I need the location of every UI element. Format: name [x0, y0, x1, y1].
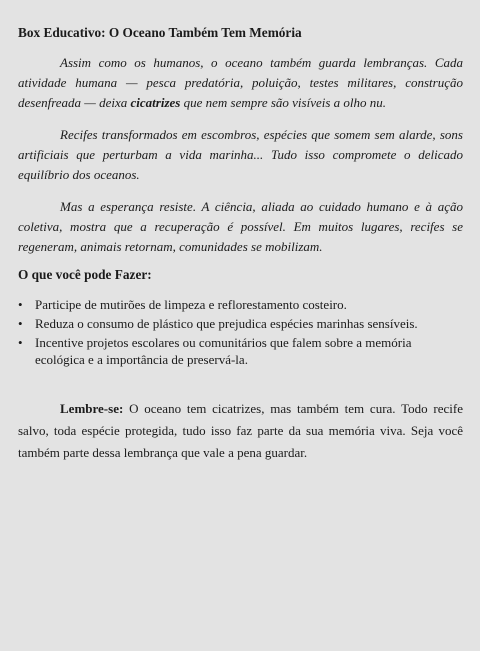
box-title: Box Educativo: O Oceano Também Tem Memória — [18, 25, 302, 40]
reminder-label: Lembre-se: — [60, 401, 124, 416]
paragraph-damage — [18, 125, 463, 185]
list-item-text: Reduza o consumo de plástico que prejudica espécies marinhas sensíveis. — [35, 316, 418, 331]
list-item — [18, 315, 463, 332]
paragraph-text: que nem sempre são visíveis a olho nu. — [180, 95, 387, 110]
action-list — [18, 296, 463, 370]
list-item — [18, 334, 463, 368]
list-item — [18, 296, 463, 313]
list-item-text: Participe de mutirões de limpeza e reflorestamento costeiro. — [35, 297, 347, 312]
emphasis-scars: cicatrizes — [130, 95, 181, 110]
reminder — [18, 398, 463, 464]
paragraph-hope — [18, 197, 463, 257]
reminder-text: O oceano tem cicatrizes, mas também tem cura. Todo recife salvo, toda espécie protegida, tudo isso faz parte da sua memória viva. Seja você também parte dessa lembrança que vale a pena guardar. — [18, 401, 463, 460]
bullet-icon: • — [18, 335, 23, 350]
bullet-icon: • — [18, 297, 23, 312]
paragraph-text: Mas a esperança resiste. A ciência, aliada ao cuidado humano e à ação coletiva, mostra que a recuperação é possível. Em muitos lugares, recifes se regeneram, animais retornam, comunidades se mobilizam. — [18, 199, 463, 254]
paragraph-text: Assim como os humanos, o oceano também guarda lembranças. Cada atividade humana — pesca predatória, poluição, testes militares, construção desenfreada — deixa — [18, 55, 463, 110]
bullet-icon: • — [18, 316, 23, 331]
paragraph-memory — [18, 53, 463, 113]
paragraph-text: Recifes transformados em escombros, espécies que somem sem alarde, sons artificiais que perturbam a vida marinha... Tudo isso compromete o delicado equilíbrio dos oceanos. — [18, 127, 463, 182]
section-title: O que você pode Fazer: — [18, 267, 152, 282]
list-item-text: Incentive projetos escolares ou comunitários que falem sobre a memória ecológica e a importância de preservá-la. — [35, 335, 412, 367]
